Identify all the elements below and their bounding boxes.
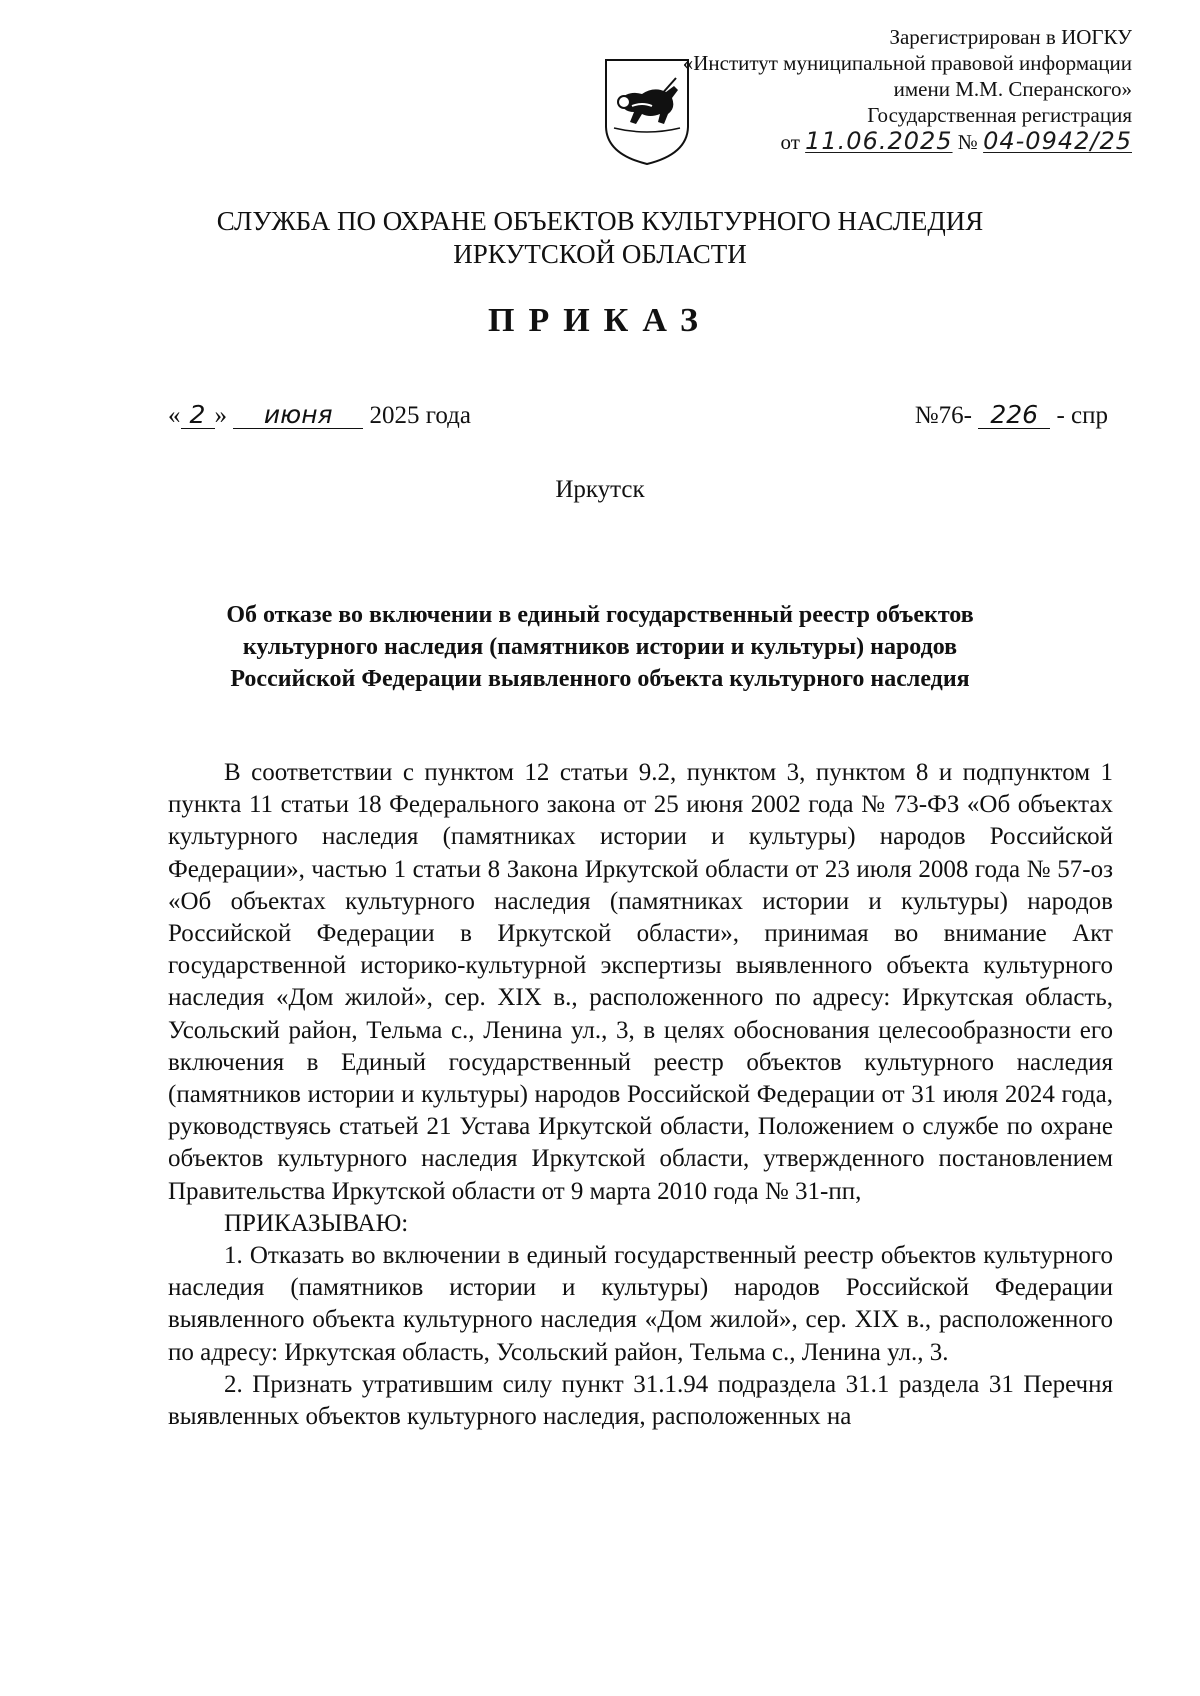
order-city: Иркутск bbox=[555, 476, 645, 503]
order-item-2: 2. Признать утратившим силу пункт 31.1.94 подраздела 31.1 раздела 31 Перечня выявленных объектов культурного наследия, расположенных на bbox=[168, 1370, 1113, 1431]
order-preamble: В соответствии с пунктом 12 статьи 9.2, пунктом 3, пунктом 8 и подпунктом 1 пункта 11 статьи 18 Федерального закона от 25 июня 2002 года № 73-ФЗ «Об объектах культурного наследия (памятниках истории и культуры) народов Российской Федерации», частью 1 статьи 8 Закона Иркутской области от 23 июля 2008 года № 57-оз «Об объектах культурного наследия (памятниках истории и культуры) народов Российской Федерации в Иркутской области», принимая во внимание Акт государственной историко-культурной экспертизы выявленного объекта культурного наследия «Дом жилой», сер. XIX в., расположенного по адресу: Иркутская область, Усольский район, Тельма с., Ленина ул., 3, в целях обоснования целесообразности его включения в Единый государственный реестр объектов культурного наследия (памятников истории и культуры) народов Российской Федерации от 31 июля 2024 года, руководствуясь статьей 21 Устава Иркутской области, Положением о службе по охране объектов культурного наследия Иркутской области, утвержденного постановлением Правительства Иркутской области от 9 марта 2010 года № 31-пп, bbox=[168, 759, 1113, 1205]
registration-line-2: «Институт муниципальной правовой информации bbox=[682, 51, 1132, 75]
organization-line-2: ИРКУТСКОЙ ОБЛАСТИ bbox=[453, 239, 747, 269]
organization-line-1: СЛУЖБА ПО ОХРАНЕ ОБЪЕКТОВ КУЛЬТУРНОГО НАСЛЕДИЯ bbox=[216, 206, 984, 236]
order-year: 2025 года bbox=[369, 402, 471, 429]
registration-line-4: Государственная регистрация bbox=[867, 103, 1132, 127]
order-item-1: 1. Отказать во включении в единый государственный реестр объектов культурного наследия (памятников истории и культуры) народов Российской Федерации выявленного объекта культурного наследия «Дом жилой», сер. XIX в., расположенного по адресу: Иркутская область, Усольский район, Тельма с., Ленина ул., 3. bbox=[168, 1242, 1113, 1366]
registration-line-3: имени М.М. Сперанского» bbox=[893, 77, 1132, 101]
date-quote-open: « bbox=[168, 402, 181, 429]
order-word: ПРИКАЗЫВАЮ: bbox=[224, 1209, 409, 1237]
registration-stamp bbox=[612, 24, 1132, 155]
registration-line-1: Зарегистрирован в ИОГКУ bbox=[889, 25, 1132, 49]
order-number-suffix: - спр bbox=[1056, 402, 1108, 429]
order-number-value: 226 bbox=[978, 402, 1050, 429]
registration-from-label: от bbox=[780, 130, 800, 154]
order-number bbox=[915, 402, 1108, 430]
organization-heading bbox=[0, 205, 1200, 271]
date-quote-close: » bbox=[214, 402, 227, 429]
order-month: июня bbox=[233, 402, 363, 429]
order-title-line-3: Российской Федерации выявленного объекта культурного наследия bbox=[230, 666, 970, 692]
order-number-prefix: №76- bbox=[914, 402, 972, 429]
order-date bbox=[168, 402, 471, 430]
order-title-line-1: Об отказе во включении в единый государственный реестр объектов bbox=[226, 602, 974, 628]
order-body bbox=[168, 757, 1113, 1433]
document-type: ПРИКАЗ bbox=[488, 302, 712, 339]
order-day: 2 bbox=[181, 402, 215, 429]
registration-number: 04-0942/25 bbox=[983, 127, 1132, 155]
registration-no-label: № bbox=[957, 130, 978, 154]
order-title bbox=[150, 599, 1050, 695]
order-title-line-2: культурного наследия (памятников истории и культуры) народов bbox=[242, 634, 958, 660]
registration-date-line bbox=[612, 128, 1132, 155]
registration-date: 11.06.2025 bbox=[805, 127, 953, 155]
